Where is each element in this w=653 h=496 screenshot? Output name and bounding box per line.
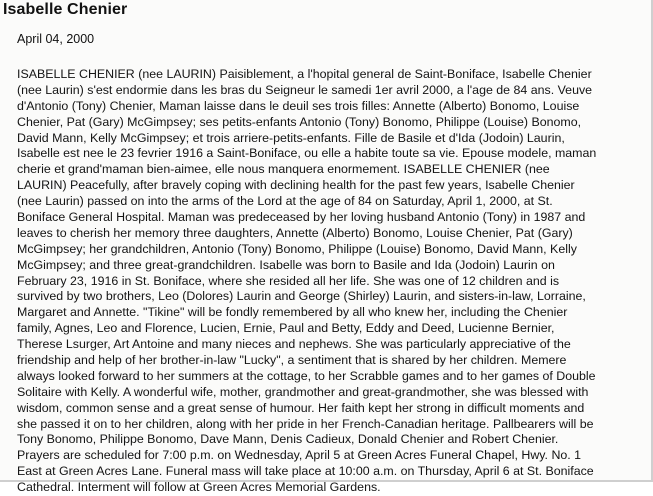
obituary-date: April 04, 2000 — [17, 32, 95, 46]
obituary-line: she passed it on to her children, along with her pride in her French-Canadian heritage. Pallbearers will be — [17, 416, 594, 431]
obituary-line: Cathedral. Interment will follow at Green Acres Memorial Gardens. — [17, 480, 381, 495]
obituary-line: Prayers are scheduled for 7:00 p.m. on Wednesday, April 5 at Green Acres Funeral Chapel, Hwy. No. 1 — [17, 448, 582, 463]
obituary-line: McGimpsey; and three great-grandchildren. Isabelle was born to Basile and Ida (Jodoin) Laurin on — [17, 257, 555, 272]
obituary-body — [17, 67, 651, 496]
obituary-title: Isabelle Chenier — [3, 1, 128, 18]
obituary-line: survived by two brothers, Leo (Dolores) Laurin and George (Shirley) Laurin, and sisters-in-law, Lorraine, — [17, 289, 586, 304]
obituary-line: (nee Laurin) passed on into the arms of the Lord at the age of 84 on Saturday, April 1, 2000, at St. — [17, 194, 553, 209]
obituary-line: wisdom, common sense and a great sense of humour. Her faith kept her strong in difficult moments and — [17, 400, 585, 415]
obituary-line: Boniface General Hospital. Maman was predeceased by her loving husband Antonio (Tony) in 1987 and — [17, 210, 586, 225]
obituary-line: LAURIN) Peacefully, after bravely coping with declining health for the past few years, Isabelle Chenier — [17, 178, 575, 193]
obituary-line: (nee Laurin) s'est endormie dans les bras du Seigneur le samedi 1er avril 2000, a l'age de 84 ans. Veuve — [17, 82, 593, 97]
obituary-line: friendship and help of her brother-in-law "Lucky", a sentiment that is shared by her children. Memere — [17, 353, 567, 368]
obituary-line: family, Agnes, Leo and Florence, Lucien, Ernie, Paul and Betty, Eddy and Deed, Lucienne Bernier, — [17, 321, 555, 336]
obituary-line: Tony Bonomo, Philippe Bonomo, Dave Mann, Denis Cadieux, Donald Chenier and Robert Chenier. — [17, 432, 559, 447]
obituary-line: ISABELLE CHENIER (nee LAURIN) Paisiblement, a l'hopital general de Saint-Boniface, Isabelle Chenier — [17, 67, 592, 81]
obituary-line: always looked forward to her summers at the cottage, to her Scrabble games and to her games of Double — [17, 368, 596, 383]
obituary-line: Therese Lsurger, Art Antoine and many nieces and nephews. She was particularly appreciative of the — [17, 337, 571, 352]
obituary-line: Margaret and Annette. "Tikine" will be fondly remembered by all who knew her, including the Chenier — [17, 305, 568, 320]
obituary-line: Isabelle est nee le 23 fevrier 1916 a Saint-Boniface, ou elle a habite toute sa vie. Epouse modele, maman — [17, 146, 597, 161]
obituary-line: February 23, 1916 in St. Boniface, where she resided all her life. She was one of 12 children and is — [17, 273, 560, 288]
obituary-line: d'Antonio (Tony) Chenier, Maman laisse dans le deuil ses trois filles: Annette (Alberto) Bonomo, Louise — [17, 98, 580, 113]
obituary-line: Solitaire with Kelly. A wonderful wife, mother, grandmother and great-grandmother, she was blessed with — [17, 384, 589, 399]
obituary-line: East at Green Acres Lane. Funeral mass will take place at 10:00 a.m. on Thursday, April 6 at St. Boniface — [17, 464, 594, 479]
obituary-line: Chenier, Pat (Gary) McGimpsey; ses petits-enfants Antonio (Tony) Bonomo, Philippe (Louise) Bonomo, — [17, 114, 582, 129]
obituary-line: cherie et grand'maman bien-aimee, elle nous manquera enormement. ISABELLE CHENIER (nee — [17, 162, 550, 177]
obituary-line: McGimpsey; her grandchildren, Antonio (Tony) Bonomo, Philippe (Louise) Bonomo, David Mann, Kelly — [17, 241, 577, 256]
obituary-line: leaves to cherish her memory three daughters, Annette (Alberto) Bonomo, Louise Chenier, Pat (Gary) — [17, 225, 573, 240]
obituary-line: David Mann, Kelly McGimpsey; et trois arriere-petits-enfants. Fille de Basile et d'Ida (Jodoin) Laurin, — [17, 130, 565, 145]
